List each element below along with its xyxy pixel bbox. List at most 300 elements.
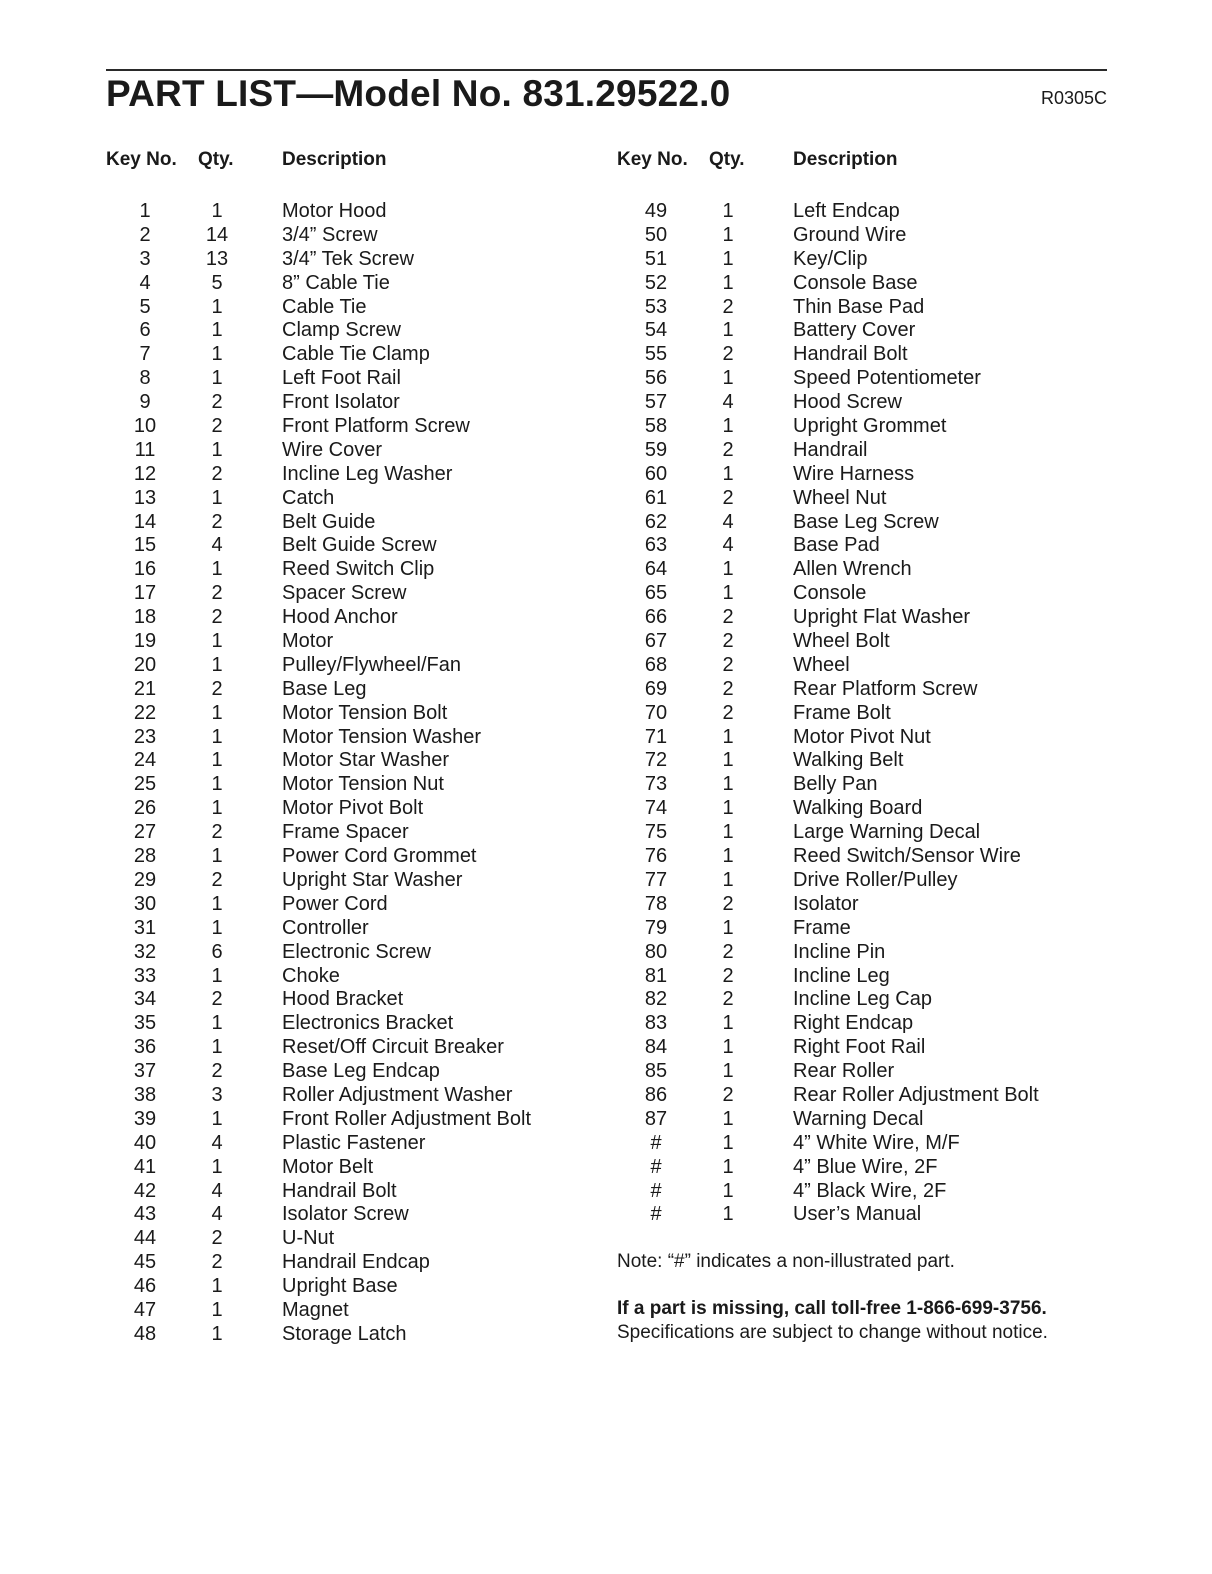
table-row xyxy=(106,1203,531,1227)
key-no-cell: 32 xyxy=(133,940,157,963)
description-cell: 3/4” Screw xyxy=(282,223,378,246)
qty-header: Qty. xyxy=(709,149,745,170)
qty-cell: 2 xyxy=(211,1227,223,1250)
key-no-cell: 53 xyxy=(644,295,668,318)
description-header: Description xyxy=(282,149,387,170)
table-row xyxy=(617,869,1039,893)
qty-cell: 1 xyxy=(722,247,734,270)
key-no-cell: 63 xyxy=(644,534,668,557)
table-row xyxy=(617,821,1039,845)
qty-cell: 4 xyxy=(211,534,223,557)
description-cell: Wheel Bolt xyxy=(793,630,890,653)
qty-cell: 1 xyxy=(722,271,734,294)
qty-cell: 1 xyxy=(211,725,223,748)
key-no-cell: 5 xyxy=(139,295,151,318)
description-cell: Motor Pivot Bolt xyxy=(282,797,424,820)
table-row xyxy=(106,439,531,463)
qty-cell: 1 xyxy=(211,1298,223,1321)
key-no-cell: 29 xyxy=(133,868,157,891)
description-cell: Motor xyxy=(282,630,334,653)
key-no-cell: 55 xyxy=(644,343,668,366)
description-cell: Power Cord xyxy=(282,892,388,915)
description-cell: Frame xyxy=(793,916,851,939)
table-header xyxy=(617,145,1039,175)
qty-cell: 2 xyxy=(722,295,734,318)
table-row xyxy=(106,606,531,630)
qty-cell: 2 xyxy=(211,988,223,1011)
qty-cell: 2 xyxy=(722,988,734,1011)
qty-cell: 2 xyxy=(211,510,223,533)
key-no-cell: 28 xyxy=(133,845,157,868)
qty-cell: 1 xyxy=(722,1012,734,1035)
key-no-cell: 76 xyxy=(644,845,668,868)
description-cell: Incline Leg Cap xyxy=(793,988,932,1011)
table-row xyxy=(617,749,1039,773)
table-row xyxy=(617,415,1039,439)
description-cell: Belly Pan xyxy=(793,773,878,796)
description-cell: Large Warning Decal xyxy=(793,821,981,844)
key-no-cell: # xyxy=(650,1155,662,1178)
qty-cell: 1 xyxy=(722,558,734,581)
description-cell: Wheel Nut xyxy=(793,486,887,509)
description-header: Description xyxy=(793,149,898,170)
qty-cell: 1 xyxy=(211,558,223,581)
table-row xyxy=(106,391,531,415)
description-cell: Handrail xyxy=(793,438,868,461)
key-no-cell: 45 xyxy=(133,1251,157,1274)
description-cell: Hood Anchor xyxy=(282,606,398,629)
qty-cell: 1 xyxy=(211,630,223,653)
description-cell: Left Foot Rail xyxy=(282,367,401,390)
key-no-cell: 9 xyxy=(139,391,151,414)
description-cell: Frame Spacer xyxy=(282,821,409,844)
key-no-cell: 4 xyxy=(139,271,151,294)
qty-cell: 2 xyxy=(211,1251,223,1274)
key-no-cell: 10 xyxy=(133,415,157,438)
table-row xyxy=(617,702,1039,726)
table-row xyxy=(106,224,531,248)
key-no-header: Key No. xyxy=(106,149,177,170)
qty-cell: 2 xyxy=(211,1060,223,1083)
key-no-cell: 31 xyxy=(133,916,157,939)
key-no-cell: 86 xyxy=(644,1083,668,1106)
qty-cell: 2 xyxy=(722,964,734,987)
table-row xyxy=(617,988,1039,1012)
description-cell: Wheel xyxy=(793,653,850,676)
table-row xyxy=(106,1180,531,1204)
table-row xyxy=(617,1203,1039,1227)
key-no-cell: 72 xyxy=(644,749,668,772)
table-row xyxy=(617,224,1039,248)
description-cell: Storage Latch xyxy=(282,1322,407,1345)
key-no-cell: 25 xyxy=(133,773,157,796)
description-cell: Cable Tie Clamp xyxy=(282,343,430,366)
key-no-cell: 37 xyxy=(133,1060,157,1083)
description-cell: Clamp Screw xyxy=(282,319,401,342)
key-no-cell: 33 xyxy=(133,964,157,987)
table-row xyxy=(106,654,531,678)
description-cell: Speed Potentiometer xyxy=(793,367,981,390)
table-row xyxy=(106,319,531,343)
qty-cell: 4 xyxy=(211,1203,223,1226)
document-code: R0305C xyxy=(1040,88,1107,108)
key-no-cell: 17 xyxy=(133,582,157,605)
description-cell: Incline Pin xyxy=(793,940,886,963)
table-row xyxy=(106,845,531,869)
qty-cell: 1 xyxy=(722,797,734,820)
parts-table-left xyxy=(106,145,531,1347)
description-cell: 4” White Wire, M/F xyxy=(793,1131,960,1154)
qty-cell: 2 xyxy=(722,343,734,366)
table-row xyxy=(617,272,1039,296)
qty-cell: 1 xyxy=(211,1322,223,1345)
table-row xyxy=(617,511,1039,535)
qty-cell: 6 xyxy=(211,940,223,963)
description-cell: Battery Cover xyxy=(793,319,916,342)
table-row xyxy=(106,272,531,296)
description-cell: Magnet xyxy=(282,1298,349,1321)
qty-cell: 1 xyxy=(722,868,734,891)
key-no-cell: 77 xyxy=(644,868,668,891)
description-cell: Handrail Bolt xyxy=(793,343,908,366)
qty-cell: 2 xyxy=(722,892,734,915)
description-cell: Base Pad xyxy=(793,534,880,557)
table-row xyxy=(617,534,1039,558)
table-row xyxy=(617,941,1039,965)
key-no-cell: 80 xyxy=(644,940,668,963)
table-row xyxy=(106,678,531,702)
description-cell: Motor Tension Bolt xyxy=(282,701,448,724)
table-row xyxy=(617,1108,1039,1132)
table-row xyxy=(617,343,1039,367)
key-no-cell: 64 xyxy=(644,558,668,581)
qty-cell: 1 xyxy=(211,653,223,676)
key-no-cell: 16 xyxy=(133,558,157,581)
key-no-cell: 69 xyxy=(644,677,668,700)
key-no-cell: 36 xyxy=(133,1036,157,1059)
qty-cell: 2 xyxy=(722,606,734,629)
key-no-cell: 84 xyxy=(644,1036,668,1059)
qty-cell: 1 xyxy=(211,319,223,342)
key-no-cell: 43 xyxy=(133,1203,157,1226)
description-cell: Motor Belt xyxy=(282,1155,374,1178)
table-row xyxy=(106,1251,531,1275)
table-row xyxy=(106,343,531,367)
description-cell: Wire Harness xyxy=(793,462,915,485)
table-row xyxy=(106,1084,531,1108)
key-no-cell: 21 xyxy=(133,677,157,700)
key-no-cell: 58 xyxy=(644,415,668,438)
table-row xyxy=(617,606,1039,630)
qty-cell: 1 xyxy=(211,486,223,509)
key-no-cell: 51 xyxy=(644,247,668,270)
description-cell: Handrail Bolt xyxy=(282,1179,397,1202)
table-row xyxy=(617,726,1039,750)
key-no-cell: 78 xyxy=(644,892,668,915)
top-rule xyxy=(106,69,1107,71)
qty-cell: 1 xyxy=(211,773,223,796)
description-cell: Ground Wire xyxy=(793,223,907,246)
key-no-cell: 35 xyxy=(133,1012,157,1035)
key-no-cell: 41 xyxy=(133,1155,157,1178)
qty-cell: 2 xyxy=(211,606,223,629)
parts-rows xyxy=(106,200,531,1347)
description-cell: Motor Hood xyxy=(282,200,387,222)
table-row xyxy=(617,917,1039,941)
table-header xyxy=(106,145,531,175)
qty-cell: 1 xyxy=(722,1203,734,1226)
key-no-cell: 65 xyxy=(644,582,668,605)
qty-cell: 2 xyxy=(211,821,223,844)
table-row xyxy=(106,200,531,224)
key-no-cell: 14 xyxy=(133,510,157,533)
description-cell: Motor Tension Washer xyxy=(282,725,481,748)
description-cell: Electronic Screw xyxy=(282,940,431,963)
qty-cell: 4 xyxy=(211,1179,223,1202)
key-no-cell: 52 xyxy=(644,271,668,294)
description-cell: Walking Belt xyxy=(793,749,904,772)
qty-cell: 2 xyxy=(722,438,734,461)
key-no-cell: 50 xyxy=(644,223,668,246)
specifications-disclaimer: Specifications are subject to change without notice. xyxy=(617,1322,1048,1343)
table-row xyxy=(617,391,1039,415)
key-no-cell: 8 xyxy=(139,367,151,390)
description-cell: Frame Bolt xyxy=(793,701,891,724)
table-row xyxy=(106,1227,531,1251)
table-row xyxy=(617,1132,1039,1156)
qty-cell: 4 xyxy=(722,391,734,414)
qty-cell: 13 xyxy=(205,247,229,270)
key-no-cell: 26 xyxy=(133,797,157,820)
qty-cell: 1 xyxy=(722,821,734,844)
description-cell: Catch xyxy=(282,486,335,509)
description-cell: Choke xyxy=(282,964,340,987)
qty-cell: 2 xyxy=(722,630,734,653)
qty-cell: 2 xyxy=(722,486,734,509)
description-cell: Isolator xyxy=(793,892,859,915)
description-cell: Wire Cover xyxy=(282,438,383,461)
description-cell: Motor Tension Nut xyxy=(282,773,444,796)
table-row xyxy=(617,1060,1039,1084)
qty-cell: 1 xyxy=(722,415,734,438)
qty-cell: 1 xyxy=(211,964,223,987)
qty-cell: 1 xyxy=(211,200,223,222)
key-no-cell: 71 xyxy=(644,725,668,748)
table-row xyxy=(106,941,531,965)
key-no-cell: # xyxy=(650,1131,662,1154)
table-row xyxy=(617,558,1039,582)
qty-cell: 2 xyxy=(211,677,223,700)
description-cell: Base Leg Endcap xyxy=(282,1060,440,1083)
key-no-cell: 83 xyxy=(644,1012,668,1035)
qty-cell: 2 xyxy=(722,940,734,963)
qty-cell: 1 xyxy=(722,773,734,796)
qty-cell: 2 xyxy=(211,868,223,891)
table-row xyxy=(617,200,1039,224)
key-no-cell: 54 xyxy=(644,319,668,342)
table-row xyxy=(106,797,531,821)
qty-cell: 1 xyxy=(211,295,223,318)
qty-cell: 1 xyxy=(722,462,734,485)
key-no-cell: 27 xyxy=(133,821,157,844)
description-cell: Handrail Endcap xyxy=(282,1251,430,1274)
key-no-cell: 61 xyxy=(644,486,668,509)
table-row xyxy=(617,367,1039,391)
description-cell: Front Roller Adjustment Bolt xyxy=(282,1107,531,1130)
description-cell: Hood Screw xyxy=(793,391,902,414)
table-row xyxy=(617,630,1039,654)
table-row xyxy=(106,965,531,989)
key-no-cell: 57 xyxy=(644,391,668,414)
key-no-cell: 42 xyxy=(133,1179,157,1202)
table-row xyxy=(106,1275,531,1299)
description-cell: Reed Switch Clip xyxy=(282,558,435,581)
description-cell: Warning Decal xyxy=(793,1107,924,1130)
table-row xyxy=(617,248,1039,272)
qty-cell: 1 xyxy=(722,1155,734,1178)
table-row xyxy=(106,367,531,391)
table-row xyxy=(617,1084,1039,1108)
key-no-cell: 11 xyxy=(134,438,156,461)
table-row xyxy=(617,1012,1039,1036)
table-row xyxy=(106,1299,531,1323)
table-row xyxy=(106,1012,531,1036)
description-cell: Belt Guide xyxy=(282,510,376,533)
qty-cell: 1 xyxy=(722,845,734,868)
description-cell: Upright Grommet xyxy=(793,415,947,438)
key-no-cell: 1 xyxy=(139,200,151,222)
table-row xyxy=(106,1156,531,1180)
description-cell: 4” Blue Wire, 2F xyxy=(793,1155,938,1178)
description-cell: Cable Tie xyxy=(282,295,367,318)
key-no-cell: 34 xyxy=(133,988,157,1011)
qty-cell: 1 xyxy=(211,438,223,461)
key-no-cell: 49 xyxy=(644,200,668,222)
table-row xyxy=(106,534,531,558)
table-row xyxy=(617,773,1039,797)
table-row xyxy=(106,1108,531,1132)
table-row xyxy=(106,248,531,272)
table-row xyxy=(106,917,531,941)
description-cell: Front Isolator xyxy=(282,391,400,414)
key-no-cell: 81 xyxy=(644,964,668,987)
description-cell: Walking Board xyxy=(793,797,923,820)
qty-cell: 1 xyxy=(722,200,734,222)
key-no-cell: 75 xyxy=(644,821,668,844)
qty-cell: 1 xyxy=(211,845,223,868)
description-cell: Base Leg xyxy=(282,677,367,700)
key-no-cell: 12 xyxy=(133,462,157,485)
description-cell: Rear Platform Screw xyxy=(793,677,978,700)
table-row xyxy=(106,558,531,582)
description-cell: Left Endcap xyxy=(793,200,900,222)
qty-cell: 2 xyxy=(722,677,734,700)
non-illustrated-note: Note: “#” indicates a non-illustrated part. xyxy=(617,1251,955,1272)
table-row xyxy=(617,582,1039,606)
description-cell: Pulley/Flywheel/Fan xyxy=(282,653,461,676)
key-no-cell: 67 xyxy=(644,630,668,653)
qty-cell: 3 xyxy=(211,1083,223,1106)
key-no-header: Key No. xyxy=(617,149,688,170)
qty-cell: 1 xyxy=(211,1107,223,1130)
table-row xyxy=(106,487,531,511)
table-row xyxy=(617,893,1039,917)
qty-cell: 1 xyxy=(211,701,223,724)
qty-cell: 4 xyxy=(722,510,734,533)
key-no-cell: 74 xyxy=(644,797,668,820)
key-no-cell: 6 xyxy=(139,319,151,342)
table-row xyxy=(617,654,1039,678)
table-row xyxy=(106,463,531,487)
description-cell: 4” Black Wire, 2F xyxy=(793,1179,947,1202)
table-row xyxy=(106,296,531,320)
qty-cell: 1 xyxy=(211,367,223,390)
qty-cell: 1 xyxy=(211,916,223,939)
description-cell: Upright Flat Washer xyxy=(793,606,971,629)
qty-cell: 1 xyxy=(211,892,223,915)
table-row xyxy=(106,582,531,606)
key-no-cell: 48 xyxy=(133,1322,157,1345)
table-row xyxy=(617,463,1039,487)
table-row xyxy=(106,988,531,1012)
qty-cell: 2 xyxy=(211,582,223,605)
qty-cell: 2 xyxy=(211,462,223,485)
table-row xyxy=(106,415,531,439)
description-cell: Drive Roller/Pulley xyxy=(793,868,958,891)
qty-cell: 1 xyxy=(211,343,223,366)
table-row xyxy=(106,702,531,726)
parts-rows xyxy=(617,200,1039,1227)
parts-table-right xyxy=(617,145,1039,1227)
qty-cell: 1 xyxy=(211,1275,223,1298)
qty-cell: 1 xyxy=(722,916,734,939)
description-cell: Power Cord Grommet xyxy=(282,845,477,868)
description-cell: Right Foot Rail xyxy=(793,1036,926,1059)
description-cell: Allen Wrench xyxy=(793,558,912,581)
qty-cell: 1 xyxy=(722,319,734,342)
table-row xyxy=(617,845,1039,869)
table-row xyxy=(106,1132,531,1156)
key-no-cell: # xyxy=(650,1203,662,1226)
key-no-cell: 3 xyxy=(139,247,151,270)
key-no-cell: 59 xyxy=(644,438,668,461)
table-row xyxy=(106,773,531,797)
key-no-cell: 30 xyxy=(133,892,157,915)
key-no-cell: 24 xyxy=(133,749,157,772)
qty-cell: 1 xyxy=(211,797,223,820)
key-no-cell: 87 xyxy=(644,1107,668,1130)
description-cell: 8” Cable Tie xyxy=(282,271,390,294)
description-cell: 3/4” Tek Screw xyxy=(282,247,414,270)
key-no-cell: 40 xyxy=(133,1131,157,1154)
table-row xyxy=(617,1156,1039,1180)
description-cell: Console Base xyxy=(793,271,918,294)
qty-cell: 4 xyxy=(211,1131,223,1154)
description-cell: Motor Star Washer xyxy=(282,749,450,772)
qty-cell: 2 xyxy=(211,415,223,438)
key-no-cell: 62 xyxy=(644,510,668,533)
qty-cell: 1 xyxy=(722,749,734,772)
key-no-cell: 23 xyxy=(133,725,157,748)
description-cell: U-Nut xyxy=(282,1227,335,1250)
missing-part-notice: If a part is missing, call toll-free 1-866-699-3756. xyxy=(617,1298,1047,1319)
key-no-cell: 19 xyxy=(133,630,157,653)
description-cell: Rear Roller xyxy=(793,1060,895,1083)
description-cell: Incline Leg Washer xyxy=(282,462,453,485)
description-cell: Right Endcap xyxy=(793,1012,914,1035)
description-cell: Console xyxy=(793,582,867,605)
description-cell: Isolator Screw xyxy=(282,1203,409,1226)
